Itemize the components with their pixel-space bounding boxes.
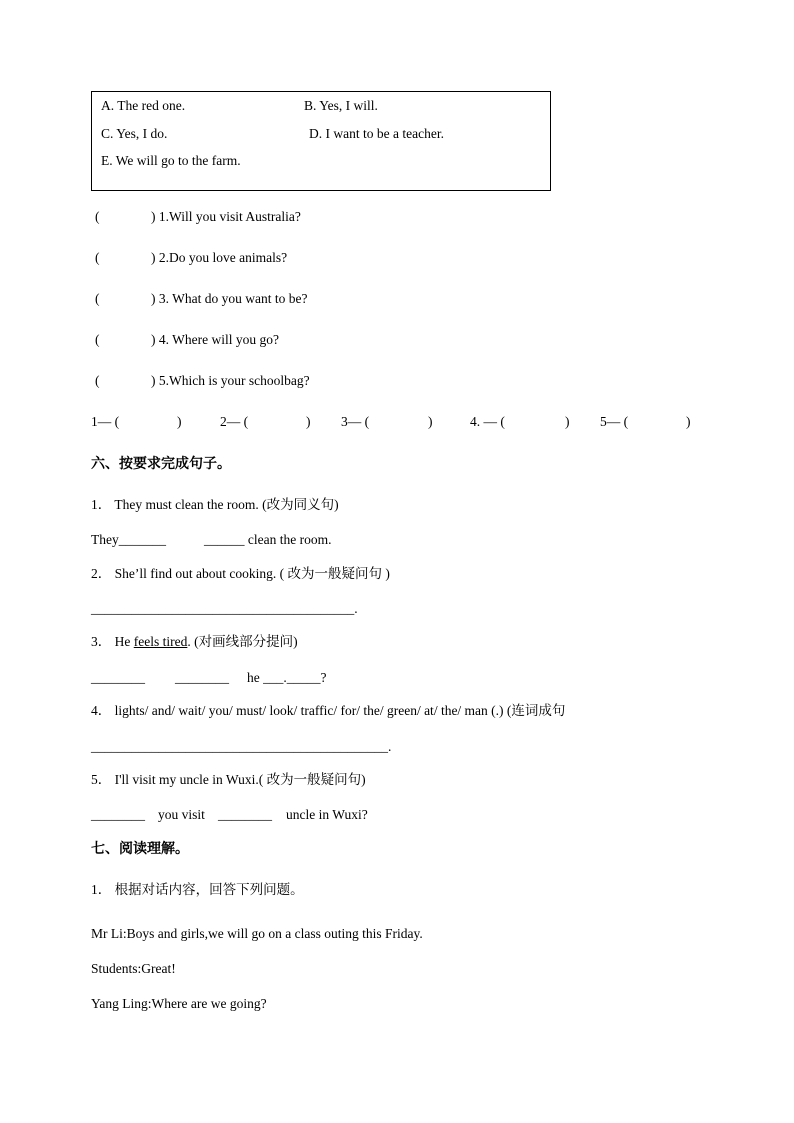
answer-slot: ) [686,414,691,429]
dialogue-line: Yang Ling:Where are we going? [91,996,267,1011]
question-paren: ( [95,332,100,347]
option-b: B. Yes, I will. [304,98,378,113]
section6-q1-answer-b: ______ clean the room. [204,532,332,547]
section6-q3-answer-c: he ___._____? [247,670,327,685]
answer-slot: ) [177,414,182,429]
answer-slot: ) [428,414,433,429]
dialogue-line: Mr Li:Boys and girls,we will go on a class outing this Friday. [91,926,423,941]
section6-q2-answer: _______________________________________. [91,601,358,616]
section6-q2: 2． She’ll find out about cooking. ( 改为一般疑问句 ) [91,566,390,581]
option-d: D. I want to be a teacher. [309,126,444,141]
section6-q1: 1． They must clean the room. (改为同义句) [91,497,339,512]
answer-slot: 3— ( [341,414,370,429]
section6-q5-answer-c: ________ [218,807,272,822]
question-text: ) 1.Will you visit Australia? [151,209,301,224]
answer-slot: ) [565,414,570,429]
question-text: ) 5.Which is your schoolbag? [151,373,310,388]
answer-slot: 4. — ( [470,414,505,429]
section6-q3-answer-a: ________ [91,670,145,685]
section6-q3-answer-b: ________ [175,670,229,685]
section6-q5: 5． I'll visit my uncle in Wuxi.( 改为一般疑问句) [91,772,366,787]
section6-heading: 六、按要求完成句子。 [91,456,231,472]
section7-heading: 七、阅读理解。 [91,841,189,857]
question-paren: ( [95,373,100,388]
section6-q3-suffix: . (对画线部分提问) [187,634,298,649]
section6-q5-answer-b: you visit [158,807,205,822]
section6-q3-prefix: 3． He [91,634,134,649]
option-c: C. Yes, I do. [101,126,168,141]
option-e: E. We will go to the farm. [101,153,241,168]
answer-slot: 2— ( [220,414,249,429]
section6-q4-answer: ____________________________________________. [91,739,392,754]
option-a: A. The red one. [101,98,186,113]
answer-slot: ) [306,414,311,429]
question-text: ) 4. Where will you go? [151,332,279,347]
section6-q3 [91,634,298,650]
dialogue-line: Students:Great! [91,961,176,976]
section6-q5-answer-a: ________ [91,807,145,822]
question-paren: ( [95,250,100,265]
question-text: ) 2.Do you love animals? [151,250,288,265]
section6-q1-answer-a: They_______ [91,532,166,547]
question-paren: ( [95,291,100,306]
question-text: ) 3. What do you want to be? [151,291,308,306]
question-paren: ( [95,209,100,224]
answer-slot: 5— ( [600,414,629,429]
section7-q1: 1． 根据对话内容，回答下列问题。 [91,882,304,897]
section6-q4: 4． lights/ and/ wait/ you/ must/ look/ traffic/ for/ the/ green/ at/ the/ man (.) (连词成句 [91,703,566,718]
section6-q3-underlined: feels tired [133,634,188,649]
section6-q5-answer-d: uncle in Wuxi? [286,807,368,822]
answer-slot: 1— ( [91,414,120,429]
